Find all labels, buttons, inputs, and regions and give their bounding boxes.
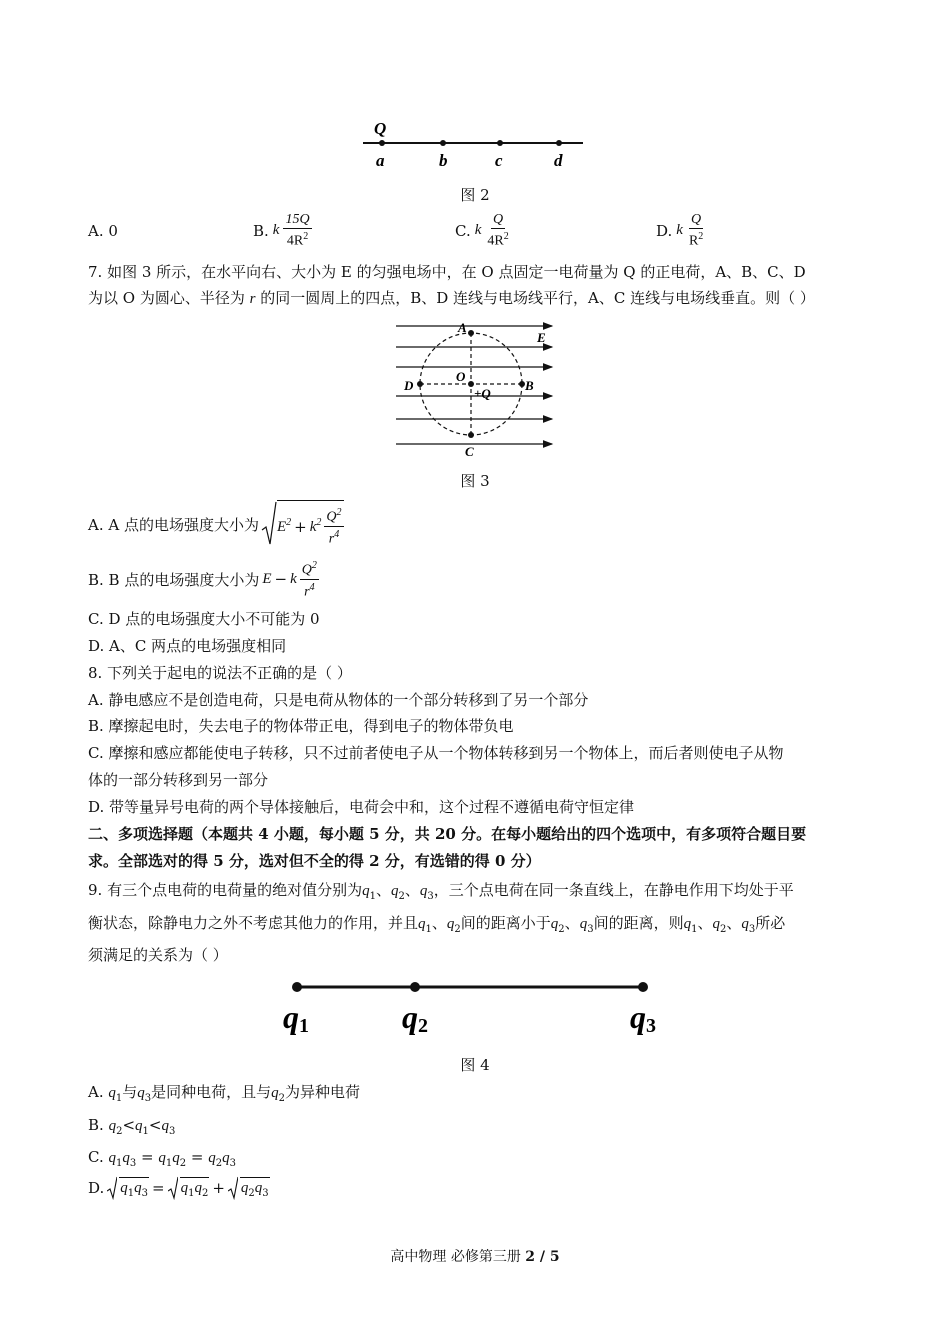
q9-q: q <box>122 1150 130 1166</box>
q7-b-fraction <box>300 558 319 600</box>
q7-stem-line2-b: 的同一圆周上的四点，B、D 连线与电场线平行，A、C 连线与电场线垂直。则（ ） <box>255 289 815 307</box>
sqrt-sign <box>228 1176 238 1200</box>
q9-q: q <box>172 1150 180 1166</box>
q9-q: q <box>550 916 559 932</box>
sqrt-sign <box>168 1176 178 1200</box>
q9-d-rad3 <box>240 1177 270 1199</box>
q9-option-a <box>88 1082 360 1109</box>
q9-q: q <box>362 883 370 899</box>
fig2-label-b: b <box>439 151 448 170</box>
q9-sub: 1 <box>115 1158 123 1169</box>
q9-q: q <box>108 1118 117 1134</box>
q9-q: q <box>108 1085 116 1101</box>
q9-sub: 1 <box>188 1188 195 1199</box>
q7-b-den <box>302 580 316 601</box>
q8-option-b: B. 摩擦起电时，失去电子的物体带正电，得到电子的物体带负电 <box>88 717 514 735</box>
q9-q: q <box>108 1150 116 1166</box>
q6-b-num: 15Q <box>285 212 310 227</box>
fig3-label-C: C <box>465 444 474 459</box>
q7-a-num <box>324 505 343 527</box>
q7-option-a <box>88 500 344 548</box>
q7-option-b-text: B. B 点的电场强度大小为 <box>88 570 260 589</box>
q9-stem-line2 <box>88 913 785 940</box>
q9-sub: 1 <box>165 1158 173 1169</box>
q9-sep: 、 <box>697 914 713 932</box>
fig4-label-q1: q1 <box>283 999 309 1037</box>
q9-eq: = <box>141 1148 154 1166</box>
fig2-label-d: d <box>554 151 563 170</box>
q9-sub: 2 <box>248 1188 255 1199</box>
q9-q: q <box>712 916 720 932</box>
fig4-label-q2: q2 <box>402 999 428 1037</box>
q9-eq: = <box>190 1148 204 1166</box>
q9-a-prefix: A. <box>88 1083 109 1101</box>
q7-option-d: D. A、C 两点的电场强度相同 <box>88 637 287 655</box>
q9-sub: 2 <box>201 1188 209 1199</box>
q6-c-fraction <box>485 212 510 250</box>
q7-a-k <box>310 517 322 536</box>
q6-option-a: A. 0 <box>88 222 118 240</box>
q9-stem-line3: 须满足的关系为（ ） <box>88 946 228 964</box>
q9-eq: = <box>152 1179 165 1197</box>
q9-q: q <box>120 1180 128 1196</box>
q7-b-Q-exp: 2 <box>311 560 317 571</box>
q9-c-prefix: C. <box>88 1148 109 1166</box>
q7-stem-r: r <box>249 291 256 307</box>
q9-sub: 2 <box>215 1158 223 1169</box>
q9-stem-line1 <box>88 880 794 907</box>
q7-a-k-exp: 2 <box>316 517 322 528</box>
q7-b-minus: − <box>274 570 288 589</box>
q8-option-c-line1: C. 摩擦和感应都能使电子转移，只不过前者使电子从一个物体转移到另一个物体上，而后者则使电子从物 <box>88 744 784 762</box>
fig3-caption: 图 3 <box>460 472 490 490</box>
q9-q: q <box>254 1180 263 1196</box>
q7-b-r-exp: 4 <box>309 581 315 593</box>
q9-q: q <box>158 1150 166 1166</box>
q7-b-k: k <box>290 570 297 587</box>
q6-c-den <box>485 229 510 250</box>
q9-a-c: 是同种电荷，且与 <box>151 1083 272 1101</box>
q9-sub: 1 <box>115 1093 123 1104</box>
q6-c-k: k <box>474 222 482 239</box>
footer-text: 高中物理 必修第三册 <box>390 1249 526 1265</box>
q9-l2-b: 间的距离小于 <box>460 914 551 932</box>
q7-a-r: r <box>328 531 335 547</box>
q9-q: q <box>208 1150 216 1166</box>
q9-l2-d: 所必 <box>755 914 786 932</box>
q7-b-E: E <box>262 570 272 587</box>
q7-a-k-text: k <box>309 519 317 535</box>
q9-q: q <box>419 883 428 899</box>
q7-option-c: C. D 点的电场强度大小不可能为 0 <box>88 610 320 628</box>
figure-4 <box>275 972 675 1042</box>
q9-sub: 3 <box>748 924 756 935</box>
q9-option-b <box>88 1115 175 1142</box>
q9-q: q <box>683 916 692 932</box>
q9-lt: < <box>122 1116 136 1134</box>
q7-a-E-exp: 2 <box>286 517 292 528</box>
q9-sub: 3 <box>144 1093 152 1104</box>
q6-d-den-text: R <box>688 233 699 249</box>
q9-q: q <box>135 1118 143 1134</box>
q9-lt: < <box>148 1116 162 1134</box>
q9-sep: 、 <box>564 914 580 932</box>
q7-a-fraction <box>324 505 343 547</box>
q6-d-exp: 2 <box>698 231 704 242</box>
figure-2 <box>355 112 595 177</box>
q9-a-d: 为异种电荷 <box>285 1083 361 1101</box>
figure-3 <box>394 318 559 463</box>
fig3-label-E: E <box>537 330 546 345</box>
q7-a-E-text: E <box>276 519 287 535</box>
q8-option-a: A. 静电感应不是创造电荷，只是电荷从物体的一个部分转移到了另一个部分 <box>88 691 589 709</box>
q9-sub: 3 <box>168 1126 176 1137</box>
fig2-label-a: a <box>376 151 385 170</box>
q9-q: q <box>161 1118 169 1134</box>
q9-q: q <box>222 1150 230 1166</box>
q8-stem: 8. 下列关于起电的说法不正确的是（ ） <box>88 664 352 682</box>
q9-d-rad1 <box>119 1177 149 1199</box>
q9-q: q <box>180 1180 189 1196</box>
q9-sub: 1 <box>127 1188 135 1199</box>
section2-heading-line1: 二、多项选择题（本题共 4 小题，每小题 5 分，共 20 分。在每小题给出的四个选项中，有多项符合题目要 <box>88 825 807 843</box>
fig4-caption: 图 4 <box>460 1056 490 1074</box>
q9-sub: 3 <box>587 924 594 935</box>
q6-b-exp: 2 <box>303 231 309 242</box>
q9-sub: 1 <box>369 891 376 902</box>
q6-option-b <box>253 212 312 250</box>
fig3-label-O: O <box>456 369 466 384</box>
fig3-label-D: D <box>404 378 414 393</box>
q9-sub: 2 <box>454 924 461 935</box>
page-footer <box>0 1246 950 1266</box>
q9-sep: 、 <box>431 914 447 932</box>
q7-stem-line2-a: 为以 O 为圆心、半径为 <box>88 289 250 307</box>
q9-q: q <box>741 916 749 932</box>
q9-sub: 2 <box>179 1158 187 1169</box>
q9-sub: 3 <box>262 1188 269 1199</box>
q7-a-Q-exp: 2 <box>336 507 342 519</box>
q7-a-E <box>277 517 291 536</box>
q9-l2-a: 衡状态，除静电力之外不考虑其他力的作用，并且 <box>88 914 419 932</box>
q6-c-den-text: 4R <box>487 233 504 249</box>
q7-b-r: r <box>304 584 310 600</box>
q9-q: q <box>137 1085 145 1101</box>
q9-l1-a: 9. 有三个点电荷的电荷量的绝对值分别为 <box>88 881 363 899</box>
q9-d-rad2 <box>180 1177 210 1199</box>
q9-sep: 、 <box>404 881 420 899</box>
sqrt-sign <box>261 500 277 548</box>
q7-a-plus: + <box>294 517 307 536</box>
q9-q: q <box>134 1180 142 1196</box>
q7-option-a-text: A. A 点的电场强度大小为 <box>88 515 259 534</box>
q6-c-exp: 2 <box>503 231 509 242</box>
q9-sub: 1 <box>425 924 432 935</box>
q6-option-d <box>656 212 705 250</box>
q6-c-prefix: C. <box>455 221 471 240</box>
q9-sub: 2 <box>278 1093 286 1104</box>
q9-b-prefix: B. <box>88 1116 109 1134</box>
q6-d-prefix: D. <box>656 221 673 240</box>
q9-q: q <box>390 883 399 899</box>
q7-b-Q: Q <box>301 562 312 578</box>
q6-b-fraction <box>283 212 311 250</box>
q7-a-r-exp: 4 <box>334 529 340 540</box>
q9-sub: 3 <box>141 1188 149 1199</box>
q6-c-num: Q <box>493 212 504 227</box>
q9-q: q <box>240 1180 249 1196</box>
q9-l2-c: 间的距离，则 <box>593 914 684 932</box>
q9-q: q <box>271 1085 279 1101</box>
q9-sub: 1 <box>142 1126 149 1137</box>
q6-b-den-text: 4R <box>286 233 304 249</box>
q9-sub: 2 <box>398 891 405 902</box>
q6-d-fraction <box>687 212 705 250</box>
q6-d-den <box>687 229 705 250</box>
q6-d-num: Q <box>691 212 702 227</box>
section2-heading-line2: 求。全部选对的得 5 分，选对但不全的得 2 分，有选错的得 0 分） <box>88 852 541 870</box>
q9-sub: 1 <box>691 924 698 935</box>
fig3-label-A: A <box>458 320 467 335</box>
q9-plus: + <box>212 1179 225 1197</box>
q8-option-d: D. 带等量异号电荷的两个导体接触后，电荷会中和，这个过程不遵循电荷守恒定律 <box>88 798 635 816</box>
fig2-label-c: c <box>495 151 503 170</box>
fig2-caption: 图 2 <box>460 186 490 204</box>
q9-sep: 、 <box>726 914 742 932</box>
q7-stem-line2 <box>88 288 815 309</box>
sqrt-sign <box>107 1176 117 1200</box>
q6-b-prefix: B. <box>253 221 269 240</box>
q8-option-c-line2: 体的一部分转移到另一部分 <box>88 771 269 789</box>
q6-option-c <box>455 212 511 250</box>
q7-a-radicand <box>277 500 344 547</box>
fig3-label-charge: +Q <box>474 386 491 401</box>
q9-q: q <box>418 916 426 932</box>
q9-sub: 3 <box>129 1158 137 1169</box>
q7-a-den <box>327 527 341 548</box>
q9-option-c <box>88 1147 236 1174</box>
q7-b-num <box>300 558 319 580</box>
q9-sub: 2 <box>558 924 565 935</box>
q9-sep: 、 <box>375 881 391 899</box>
q9-d-prefix: D. <box>88 1179 105 1197</box>
fig4-label-q3: q3 <box>630 999 656 1037</box>
q6-b-k: k <box>272 222 280 239</box>
q9-a-b: 与 <box>122 1083 138 1101</box>
fig3-label-B: B <box>525 378 534 393</box>
q9-sub: 2 <box>719 924 727 935</box>
q6-d-k: k <box>676 222 683 239</box>
q7-a-Q: Q <box>326 510 337 525</box>
q9-l1-b: ，三个点电荷在同一条直线上，在静电作用下均处于平 <box>433 881 794 899</box>
q7-option-b <box>88 558 319 600</box>
q9-sub: 3 <box>229 1158 237 1169</box>
fig2-label-Q: Q <box>374 119 387 138</box>
q9-option-d <box>88 1176 270 1200</box>
q9-sub: 2 <box>116 1126 123 1137</box>
footer-page-number: 2 / 5 <box>525 1249 560 1265</box>
q9-q: q <box>194 1180 202 1196</box>
q9-q: q <box>579 916 588 932</box>
q9-sub: 3 <box>427 891 434 902</box>
q6-b-den <box>285 229 310 250</box>
q7-stem-line1: 7. 如图 3 所示，在水平向右、大小为 E 的匀强电场中，在 O 点固定一电荷量为 Q 的正电荷，A、B、C、D <box>88 263 806 281</box>
q9-q: q <box>446 916 455 932</box>
